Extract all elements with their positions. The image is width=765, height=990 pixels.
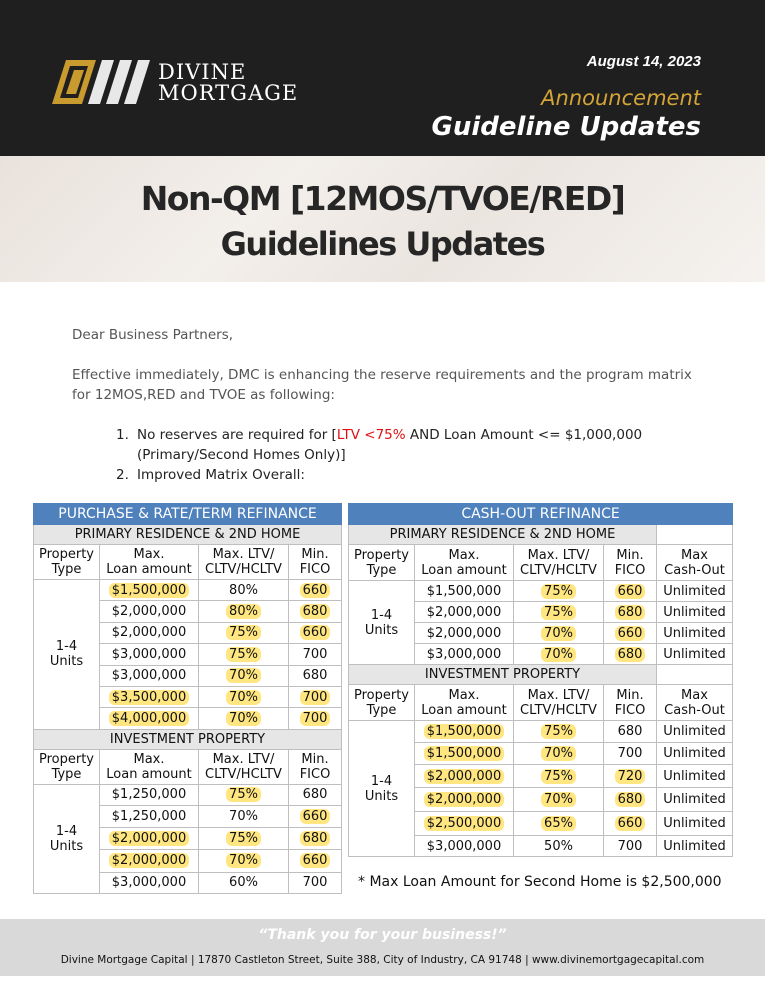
- fico-cell: [604, 623, 657, 644]
- loan-amount-cell-value: $2,000,000: [111, 604, 187, 620]
- cash-out-cell-value: Unlimited: [663, 838, 726, 854]
- fico-cell-value: 660: [615, 584, 646, 599]
- ltv-cell: [514, 788, 604, 812]
- fico-cell-value: 660: [300, 625, 331, 640]
- title-band: [0, 156, 765, 282]
- column-header-3: [289, 749, 342, 784]
- column-header-line-1: Max. LTV/: [527, 687, 590, 703]
- column-header-0: [349, 545, 415, 581]
- loan-amount-cell: [100, 686, 199, 707]
- ltv-cell: [199, 601, 289, 622]
- loan-amount-cell-value: $2,000,000: [109, 853, 189, 868]
- cash-out-cell: [657, 602, 733, 623]
- column-header-line-2: Loan amount: [421, 702, 507, 718]
- column-header-3: [604, 545, 657, 581]
- column-header-line-1: Max. LTV/: [212, 547, 275, 562]
- loan-amount-cell: [100, 827, 199, 849]
- table-row: [349, 581, 733, 602]
- fico-cell-value: 660: [300, 583, 331, 598]
- column-header-line-2: Cash-Out: [664, 702, 725, 718]
- fico-cell: [289, 580, 342, 601]
- column-header-line-2: Type: [366, 702, 397, 718]
- loan-amount-cell-value: $2,000,000: [111, 625, 187, 641]
- cash-out-cell: [657, 644, 733, 665]
- ltv-cell: [199, 784, 289, 805]
- second-home-note: * Max Loan Amount for Second Home is $2,500,000: [358, 874, 722, 890]
- ltv-cell-value: 75%: [226, 831, 261, 846]
- logo-line-2: MORTGAGE: [158, 81, 299, 105]
- intro-line-2: for 12MOS,RED and TVOE as following:: [72, 387, 335, 403]
- column-header-2: [514, 685, 604, 721]
- column-header-row: [34, 545, 342, 580]
- column-header-line-2: FICO: [299, 766, 331, 782]
- property-type-line-1: 1-4: [370, 607, 393, 623]
- section-row-investment: [34, 729, 342, 749]
- ltv-cell: [199, 849, 289, 872]
- cash-out-cell: [657, 623, 733, 644]
- property-type-cell: [349, 721, 415, 857]
- list-item-2: Improved Matrix Overall:: [137, 467, 305, 483]
- column-header-4: [657, 685, 733, 721]
- list-item-1-line-2: (Primary/Second Homes Only)]: [137, 447, 346, 463]
- column-header-line-1: Max. LTV/: [212, 751, 275, 767]
- fico-cell: [604, 788, 657, 812]
- column-header-line-2: Loan amount: [106, 562, 192, 577]
- table-row: [34, 784, 342, 805]
- table-title: CASH-OUT REFINANCE: [349, 504, 733, 525]
- ltv-cell: [514, 581, 604, 602]
- fico-cell-value: 680: [617, 724, 643, 739]
- column-header-line-2: Cash-Out: [664, 562, 725, 578]
- loan-amount-cell-value: $3,000,000: [426, 838, 502, 854]
- footer: [0, 919, 765, 976]
- fico-cell: [289, 827, 342, 849]
- loan-amount-cell-value: $4,000,000: [109, 711, 189, 726]
- property-type-line-1: 1-4: [55, 639, 78, 655]
- loan-amount-cell: [100, 805, 199, 827]
- ltv-cell-value: 75%: [226, 787, 261, 802]
- column-header-line-1: Min.: [616, 687, 644, 703]
- ltv-cell-value: 70%: [541, 647, 576, 662]
- column-header-line-2: Loan amount: [421, 562, 507, 578]
- purchase-refinance-matrix: [33, 503, 342, 894]
- loan-amount-cell: [100, 708, 199, 729]
- column-header-3: [289, 545, 342, 580]
- section-row-primary: [34, 525, 342, 545]
- fico-cell: [604, 765, 657, 788]
- logo-wordmark: [158, 62, 298, 104]
- company-address: Divine Mortgage Capital | 17870 Castleton Street, Suite 388, City of Industry, CA 91748 | www.divinemortgagecapital.com: [60, 954, 705, 966]
- property-type-line-1: 1-4: [370, 773, 393, 789]
- column-header-0: [34, 545, 100, 580]
- fico-cell-value: 680: [302, 668, 328, 684]
- announcement-label: Announcement: [541, 86, 701, 110]
- column-header-line-2: Loan amount: [106, 766, 192, 782]
- loan-amount-cell-value: $1,500,000: [426, 583, 502, 599]
- fico-cell: [289, 622, 342, 643]
- fico-cell: [604, 743, 657, 765]
- column-header-line-2: CLTV/HCLTV: [205, 562, 282, 577]
- loan-amount-cell: [415, 602, 514, 623]
- loan-amount-cell: [415, 644, 514, 665]
- loan-amount-cell: [100, 872, 199, 893]
- property-type-cell: [34, 580, 100, 730]
- cash-out-cell-value: Unlimited: [663, 583, 726, 599]
- fico-cell-value: 660: [300, 853, 331, 868]
- cash-out-cell-value: Unlimited: [663, 646, 726, 662]
- ltv-cell-value: 75%: [541, 724, 576, 739]
- list-item-1-number: 1.: [116, 427, 129, 443]
- column-header-line-2: Type: [366, 562, 397, 578]
- loan-amount-cell-value: $3,000,000: [111, 646, 187, 662]
- column-header-line-1: Min.: [301, 751, 329, 767]
- loan-amount-cell: [100, 622, 199, 643]
- column-header-0: [349, 685, 415, 721]
- company-logo: [52, 60, 299, 106]
- fico-cell: [289, 601, 342, 622]
- property-type-line-2: Units: [49, 654, 84, 670]
- loan-amount-cell-value: $2,500,000: [424, 816, 504, 831]
- column-header-1: [415, 545, 514, 581]
- fico-cell: [289, 805, 342, 827]
- cash-out-cell-value: Unlimited: [663, 604, 726, 620]
- fico-cell: [289, 686, 342, 707]
- section-label-primary: PRIMARY RESIDENCE & 2ND HOME: [349, 525, 657, 545]
- loan-amount-cell-value: $3,000,000: [111, 875, 187, 891]
- column-header-4: [657, 545, 733, 581]
- fico-cell: [289, 665, 342, 686]
- ltv-cell-value: 75%: [226, 647, 261, 662]
- ltv-cell: [514, 765, 604, 788]
- ltv-cell-value: 65%: [541, 816, 576, 831]
- property-type-cell: [34, 784, 100, 893]
- ltv-cell: [199, 644, 289, 665]
- column-header-row: [349, 685, 733, 721]
- ltv-cell: [199, 622, 289, 643]
- ltv-cell: [199, 580, 289, 601]
- ltv-cell: [199, 805, 289, 827]
- table-row: [349, 721, 733, 743]
- column-header-line-2: FICO: [614, 562, 646, 578]
- property-type-line-2: Units: [49, 838, 84, 854]
- column-header-line-1: Property: [38, 751, 94, 767]
- loan-amount-cell-value: $3,000,000: [111, 668, 187, 684]
- column-header-line-1: Max. LTV/: [527, 547, 590, 563]
- cash-out-cell: [657, 765, 733, 788]
- fico-cell-value: 700: [300, 711, 331, 726]
- ltv-cell: [199, 827, 289, 849]
- section-blank: [657, 665, 733, 685]
- loan-amount-cell: [415, 623, 514, 644]
- fico-cell-value: 700: [300, 690, 331, 705]
- ltv-cell-value: 70%: [541, 746, 576, 761]
- section-label-investment: INVESTMENT PROPERTY: [34, 729, 342, 749]
- fico-cell: [604, 602, 657, 623]
- loan-amount-cell-value: $3,500,000: [109, 690, 189, 705]
- fico-cell-value: 700: [617, 746, 643, 761]
- column-header-line-1: Max: [681, 547, 708, 563]
- section-label-investment: INVESTMENT PROPERTY: [349, 665, 657, 685]
- column-header-line-2: CLTV/HCLTV: [205, 766, 282, 782]
- loan-amount-cell: [100, 784, 199, 805]
- ltv-cell: [514, 602, 604, 623]
- cash-out-cell: [657, 581, 733, 602]
- ltv-cell: [514, 812, 604, 836]
- ltv-cell: [514, 836, 604, 857]
- column-header-line-1: Min.: [301, 547, 329, 562]
- loan-amount-cell-value: $2,000,000: [426, 604, 502, 620]
- cash-out-cell-value: Unlimited: [663, 792, 726, 807]
- property-type-line-2: Units: [364, 622, 399, 638]
- column-header-line-1: Max: [681, 687, 708, 703]
- fico-cell-value: 720: [615, 769, 646, 784]
- loan-amount-cell: [415, 836, 514, 857]
- column-header-line-2: Type: [51, 766, 82, 782]
- column-header-1: [415, 685, 514, 721]
- loan-amount-cell: [415, 743, 514, 765]
- loan-amount-cell-value: $1,250,000: [111, 808, 187, 824]
- column-header-line-1: Property: [353, 547, 409, 563]
- column-header-1: [100, 749, 199, 784]
- fico-cell: [289, 872, 342, 893]
- page-title-line-1: Non-QM [12MOS/TVOE/RED]: [140, 179, 625, 218]
- loan-amount-cell: [100, 580, 199, 601]
- column-header-line-2: Type: [51, 562, 82, 577]
- column-header-line-1: Property: [38, 547, 94, 562]
- fico-cell: [289, 849, 342, 872]
- loan-amount-cell-value: $2,000,000: [426, 625, 502, 641]
- cash-out-cell: [657, 836, 733, 857]
- loan-amount-cell-value: $1,500,000: [424, 746, 504, 761]
- loan-amount-cell: [415, 788, 514, 812]
- column-header-line-1: Property: [353, 687, 409, 703]
- column-header-line-2: CLTV/HCLTV: [520, 702, 597, 718]
- ltv-cell-value: 75%: [226, 625, 261, 640]
- fico-cell-value: 680: [302, 787, 328, 803]
- list-item-2-number: 2.: [116, 467, 129, 483]
- ltv-cell: [199, 686, 289, 707]
- ltv-cell-value: 75%: [541, 605, 576, 620]
- table-title-row: [349, 504, 733, 525]
- property-type-line-1: 1-4: [55, 823, 78, 839]
- ltv-cell-value: 70%: [226, 668, 261, 683]
- cash-out-cell-value: Unlimited: [663, 724, 726, 739]
- fico-cell-value: 660: [300, 809, 331, 824]
- table-row: [34, 580, 342, 601]
- fico-cell: [289, 784, 342, 805]
- property-type-cell: [349, 581, 415, 665]
- loan-amount-cell-value: $2,000,000: [424, 792, 504, 807]
- cash-out-cell-value: Unlimited: [663, 746, 726, 761]
- ltv-cell: [514, 721, 604, 743]
- column-header-line-1: Max.: [133, 751, 165, 767]
- ltv-cell-value: 60%: [229, 875, 258, 891]
- fico-cell: [604, 836, 657, 857]
- loan-amount-cell: [100, 644, 199, 665]
- fico-cell-value: 680: [615, 605, 646, 620]
- cash-out-cell: [657, 721, 733, 743]
- loan-amount-cell-value: $2,000,000: [109, 831, 189, 846]
- cash-out-cell: [657, 788, 733, 812]
- section-blank: [657, 525, 733, 545]
- column-header-line-2: FICO: [614, 702, 646, 718]
- ltv-threshold-highlight: LTV <75%: [336, 427, 406, 443]
- column-header-0: [34, 749, 100, 784]
- list-item-1-post: AND Loan Amount <= $1,000,000: [405, 427, 643, 443]
- table-title-row: [34, 504, 342, 525]
- ltv-cell-value: 70%: [229, 808, 258, 824]
- fico-cell: [289, 708, 342, 729]
- loan-amount-cell-value: $1,500,000: [109, 583, 189, 598]
- logo-stripes-icon: [52, 60, 152, 104]
- fico-cell: [604, 581, 657, 602]
- header-subtitle: Guideline Updates: [431, 112, 701, 142]
- cash-out-cell: [657, 812, 733, 836]
- ltv-cell-value: 50%: [544, 838, 573, 854]
- column-header-row: [349, 545, 733, 581]
- ltv-cell: [514, 623, 604, 644]
- cash-out-cell-value: Unlimited: [663, 816, 726, 831]
- column-header-line-1: Max.: [133, 547, 165, 562]
- property-type-line-2: Units: [364, 788, 399, 804]
- column-header-line-2: FICO: [299, 562, 331, 577]
- loan-amount-cell-value: $1,500,000: [424, 724, 504, 739]
- list-item-1: [137, 427, 642, 443]
- loan-amount-cell-value: $3,000,000: [426, 646, 502, 662]
- header-banner: [0, 0, 765, 156]
- cash-out-cell-value: Unlimited: [663, 625, 726, 641]
- loan-amount-cell: [415, 721, 514, 743]
- greeting: Dear Business Partners,: [72, 327, 234, 343]
- fico-cell: [604, 721, 657, 743]
- section-row-investment: [349, 665, 733, 685]
- fico-cell-value: 700: [617, 838, 643, 854]
- column-header-line-1: Min.: [616, 547, 644, 563]
- column-header-2: [199, 749, 289, 784]
- section-row-primary: [349, 525, 733, 545]
- fico-cell-value: 700: [302, 875, 328, 891]
- fico-cell-value: 680: [300, 831, 331, 846]
- ltv-cell-value: 70%: [226, 853, 261, 868]
- ltv-cell-value: 70%: [541, 626, 576, 641]
- ltv-cell: [514, 644, 604, 665]
- column-header-line-1: Max.: [448, 687, 480, 703]
- fico-cell-value: 680: [615, 647, 646, 662]
- loan-amount-cell: [100, 849, 199, 872]
- fico-cell-value: 660: [615, 626, 646, 641]
- ltv-cell-value: 80%: [226, 604, 261, 619]
- ltv-cell-value: 80%: [229, 582, 258, 598]
- page-title-line-2: Guidelines Updates: [220, 225, 545, 263]
- ltv-cell: [199, 872, 289, 893]
- ltv-cell: [514, 743, 604, 765]
- fico-cell-value: 680: [615, 792, 646, 807]
- ltv-cell: [199, 665, 289, 686]
- loan-amount-cell: [100, 601, 199, 622]
- column-header-line-2: CLTV/HCLTV: [520, 562, 597, 578]
- column-header-row: [34, 749, 342, 784]
- announcement-date: August 14, 2023: [586, 53, 701, 70]
- column-header-3: [604, 685, 657, 721]
- loan-amount-cell: [415, 765, 514, 788]
- fico-cell-value: 660: [615, 816, 646, 831]
- loan-amount-cell-value: $1,250,000: [111, 787, 187, 803]
- ltv-cell-value: 70%: [226, 711, 261, 726]
- ltv-cell-value: 75%: [541, 769, 576, 784]
- ltv-cell-value: 70%: [541, 792, 576, 807]
- list-item-1-pre: No reserves are required for [: [137, 427, 337, 443]
- cash-out-cell: [657, 743, 733, 765]
- section-label-primary: PRIMARY RESIDENCE & 2ND HOME: [34, 525, 342, 545]
- fico-cell-value: 680: [300, 604, 331, 619]
- fico-cell: [604, 644, 657, 665]
- table-title: PURCHASE & RATE/TERM REFINANCE: [34, 504, 342, 525]
- cash-out-refinance-matrix: [348, 503, 733, 857]
- column-header-1: [100, 545, 199, 580]
- ltv-cell-value: 70%: [226, 690, 261, 705]
- fico-cell: [604, 812, 657, 836]
- loan-amount-cell: [100, 665, 199, 686]
- intro-line-1: Effective immediately, DMC is enhancing the reserve requirements and the program matrix: [72, 367, 692, 383]
- logo-line-1: DIVINE: [158, 60, 247, 84]
- column-header-2: [199, 545, 289, 580]
- column-header-2: [514, 545, 604, 581]
- ltv-cell: [199, 708, 289, 729]
- fico-cell-value: 700: [302, 646, 328, 662]
- loan-amount-cell: [415, 581, 514, 602]
- fico-cell: [289, 644, 342, 665]
- loan-amount-cell-value: $2,000,000: [424, 769, 504, 784]
- loan-amount-cell: [415, 812, 514, 836]
- column-header-line-1: Max.: [448, 547, 480, 563]
- ltv-cell-value: 75%: [541, 584, 576, 599]
- thank-you-message: “Thank you for your business!”: [258, 927, 507, 943]
- cash-out-cell-value: Unlimited: [663, 768, 726, 784]
